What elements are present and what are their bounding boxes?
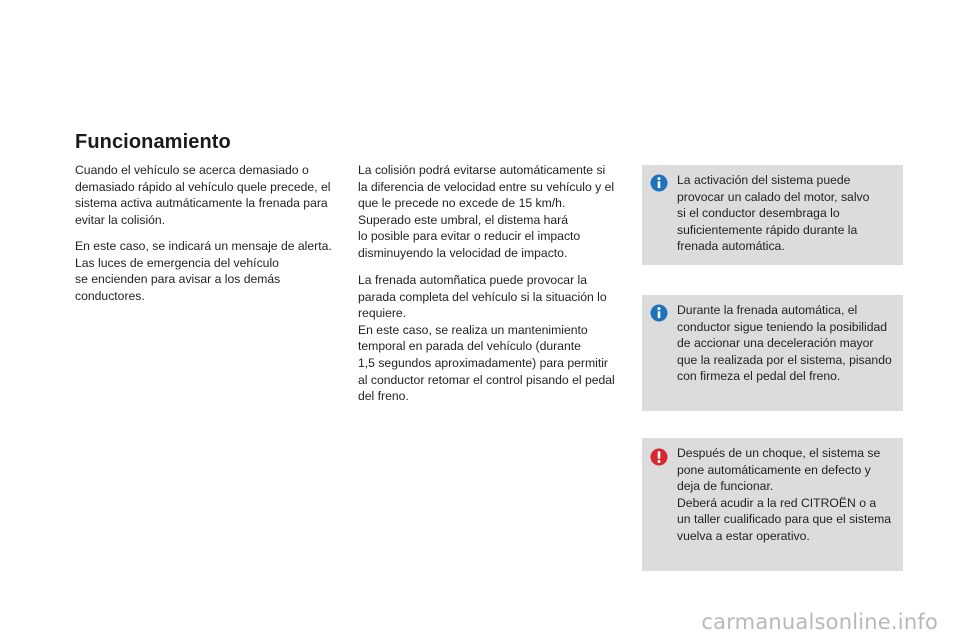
info-icon [650, 304, 668, 322]
warning-box-text: Después de un choque, el sistema se pone automáticamente en defecto y deja de funcionar. Deberá acudir a la red CITROËN o a un taller cualificado para que el sistema vuelva a estar operativo. [677, 446, 892, 543]
info-box-2-text: Durante la frenada automática, el conductor sigue teniendo la posibilidad de accionar una deceleración mayor que la realizada por el sistema, pisando con firmeza el pedal del freno. [677, 303, 892, 384]
info-box-1 [642, 165, 903, 265]
warning-icon [650, 448, 668, 466]
info-box-1-text: La activación del sistema puede provocar un calado del motor, salvo si el conductor desembraga lo suficientemente rápido durante la frenada automática. [677, 173, 870, 254]
info-icon [650, 174, 668, 192]
col2-paragraph-2: La frenada automñatica puede provocar la parada completa del vehículo si la situación lo requiere. En este caso, se realiza un mantenimiento temporal en parada del vehículo (durante 1,5 segundos aproximadamente) para permitir al conductor retomar el control pisando el pedal del freno. [358, 273, 615, 404]
info-box-2 [642, 295, 903, 411]
watermark-text: carmanualsonline.info [701, 610, 938, 634]
page-title: Funcionamiento [75, 131, 231, 153]
col1-paragraph-2: En este caso, se indicará un mensaje de alerta. Las luces de emergencia del vehículo se encienden para avisar a los demás conductores. [75, 239, 332, 303]
col1-paragraph-1: Cuando el vehículo se acerca demasiado o demasiado rápido al vehículo quele precede, el sistema activa autmáticamente la frenada para evitar la colisión. [75, 163, 331, 227]
col2-paragraph-1: La colisión podrá evitarse automáticamente si la diferencia de velocidad entre su vehículo y el que le precede no excede de 15 km/h. Superado este umbral, el distema hará lo posible para evitar o reducir el impacto disminuyendo la velocidad de impacto. [358, 163, 615, 260]
warning-box [642, 438, 903, 571]
